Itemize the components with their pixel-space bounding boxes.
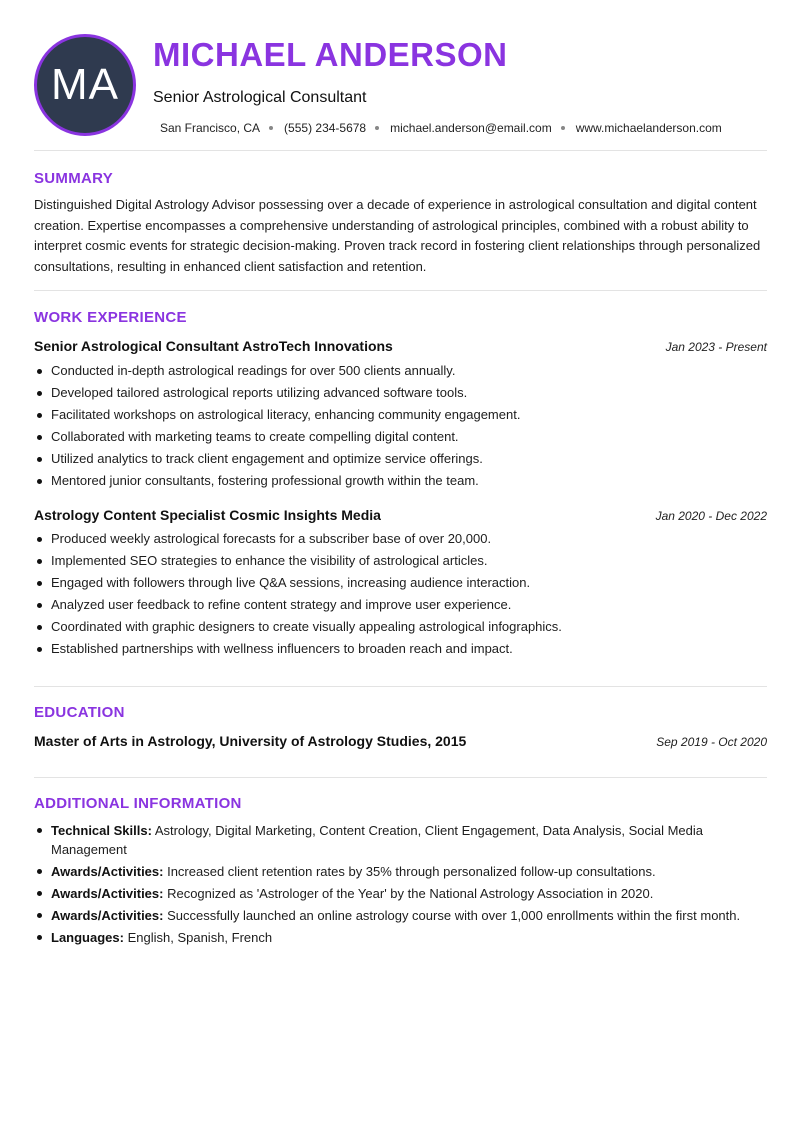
list-item: Produced weekly astrological forecasts for a subscriber base of over 20,000.: [34, 528, 767, 550]
list-item: Analyzed user feedback to refine content strategy and improve user experience.: [34, 594, 767, 616]
item-text: English, Spanish, French: [123, 930, 273, 945]
list-item: [34, 906, 767, 925]
candidate-title: Senior Astrological Consultant: [153, 89, 367, 106]
section-divider: [34, 290, 767, 291]
degree-text: Master of Arts in Astrology, University of Astrology Studies, 2015: [34, 733, 467, 749]
job-bullets: [34, 360, 767, 492]
location-text: San Francisco, CA: [160, 121, 261, 135]
contact-line: [160, 121, 722, 135]
list-item: Utilized analytics to track client engagement and optimize service offerings.: [34, 448, 767, 470]
section-divider: [34, 686, 767, 687]
item-label: Awards/Activities:: [51, 908, 164, 923]
separator-dot: [375, 126, 379, 130]
job-bullets: [34, 528, 767, 660]
list-item: [34, 884, 767, 903]
education-dates: Sep 2019 - Oct 2020: [656, 735, 767, 749]
summary-text: Distinguished Digital Astrology Advisor possessing over a decade of experience in astrological consultation and digital content creation. Expertise encompasses a comprehensive understanding of astrological principles, combined with a robust ability to interpret cosmic events for strategic decision-making. Proven track record in fostering client relationships through personalized consultations, resulting in enhanced client satisfaction and retention.: [34, 197, 761, 274]
item-text: Recognized as 'Astrologer of the Year' by the National Astrology Association in 2020.: [163, 886, 654, 901]
job-header: [34, 338, 767, 356]
list-item: Implemented SEO strategies to enhance the visibility of astrological articles.: [34, 550, 767, 572]
phone-text: (555) 234-5678: [284, 121, 367, 135]
resume-header: [34, 34, 767, 144]
additional-list: [34, 821, 767, 950]
separator-dot: [269, 126, 273, 130]
job-role: Astrology Content Specialist Cosmic Insights Media: [34, 507, 381, 523]
contact-email[interactable]: [390, 121, 576, 135]
job-dates: Jan 2020 - Dec 2022: [655, 509, 767, 523]
list-item: Engaged with followers through live Q&A sessions, increasing audience interaction.: [34, 572, 767, 594]
education-entry: [34, 733, 767, 751]
item-label: Awards/Activities:: [51, 864, 164, 879]
item-label: Technical Skills:: [51, 823, 152, 838]
list-item: [34, 928, 767, 947]
list-item: [34, 821, 767, 859]
job-header: [34, 507, 767, 525]
item-text: Successfully launched an online astrology course with over 1,000 enrollments within the first month.: [163, 908, 741, 923]
contact-location: [160, 121, 284, 135]
avatar: MA: [34, 34, 136, 136]
contact-website[interactable]: [576, 121, 722, 135]
item-label: Languages:: [51, 930, 124, 945]
job-role: Senior Astrological Consultant AstroTech Innovations: [34, 338, 393, 354]
experience-heading: WORK EXPERIENCE: [34, 309, 187, 326]
list-item: [34, 862, 767, 881]
contact-phone[interactable]: [284, 121, 390, 135]
list-item: Conducted in-depth astrological readings for over 500 clients annually.: [34, 360, 767, 382]
additional-heading: ADDITIONAL INFORMATION: [34, 795, 242, 812]
job-dates: Jan 2023 - Present: [665, 340, 767, 354]
education-heading: EDUCATION: [34, 704, 125, 721]
item-label: Awards/Activities:: [51, 886, 164, 901]
section-divider: [34, 150, 767, 151]
website-text: www.michaelanderson.com: [575, 121, 722, 135]
list-item: Coordinated with graphic designers to create visually appealing astrological infographics.: [34, 616, 767, 638]
summary-heading: SUMMARY: [34, 170, 114, 187]
list-item: Developed tailored astrological reports utilizing advanced software tools.: [34, 382, 767, 404]
section-divider: [34, 777, 767, 778]
list-item: Mentored junior consultants, fostering professional growth within the team.: [34, 470, 767, 492]
item-text: Increased client retention rates by 35% through personalized follow-up consultations.: [163, 864, 656, 879]
item-text: Astrology, Digital Marketing, Content Creation, Client Engagement, Data Analysis, Social Media Management: [51, 823, 704, 857]
candidate-name: MICHAEL ANDERSON: [153, 36, 508, 73]
list-item: Facilitated workshops on astrological literacy, enhancing community engagement.: [34, 404, 767, 426]
list-item: Collaborated with marketing teams to create compelling digital content.: [34, 426, 767, 448]
list-item: Established partnerships with wellness influencers to broaden reach and impact.: [34, 638, 767, 660]
separator-dot: [561, 126, 565, 130]
email-text: michael.anderson@email.com: [390, 121, 552, 135]
